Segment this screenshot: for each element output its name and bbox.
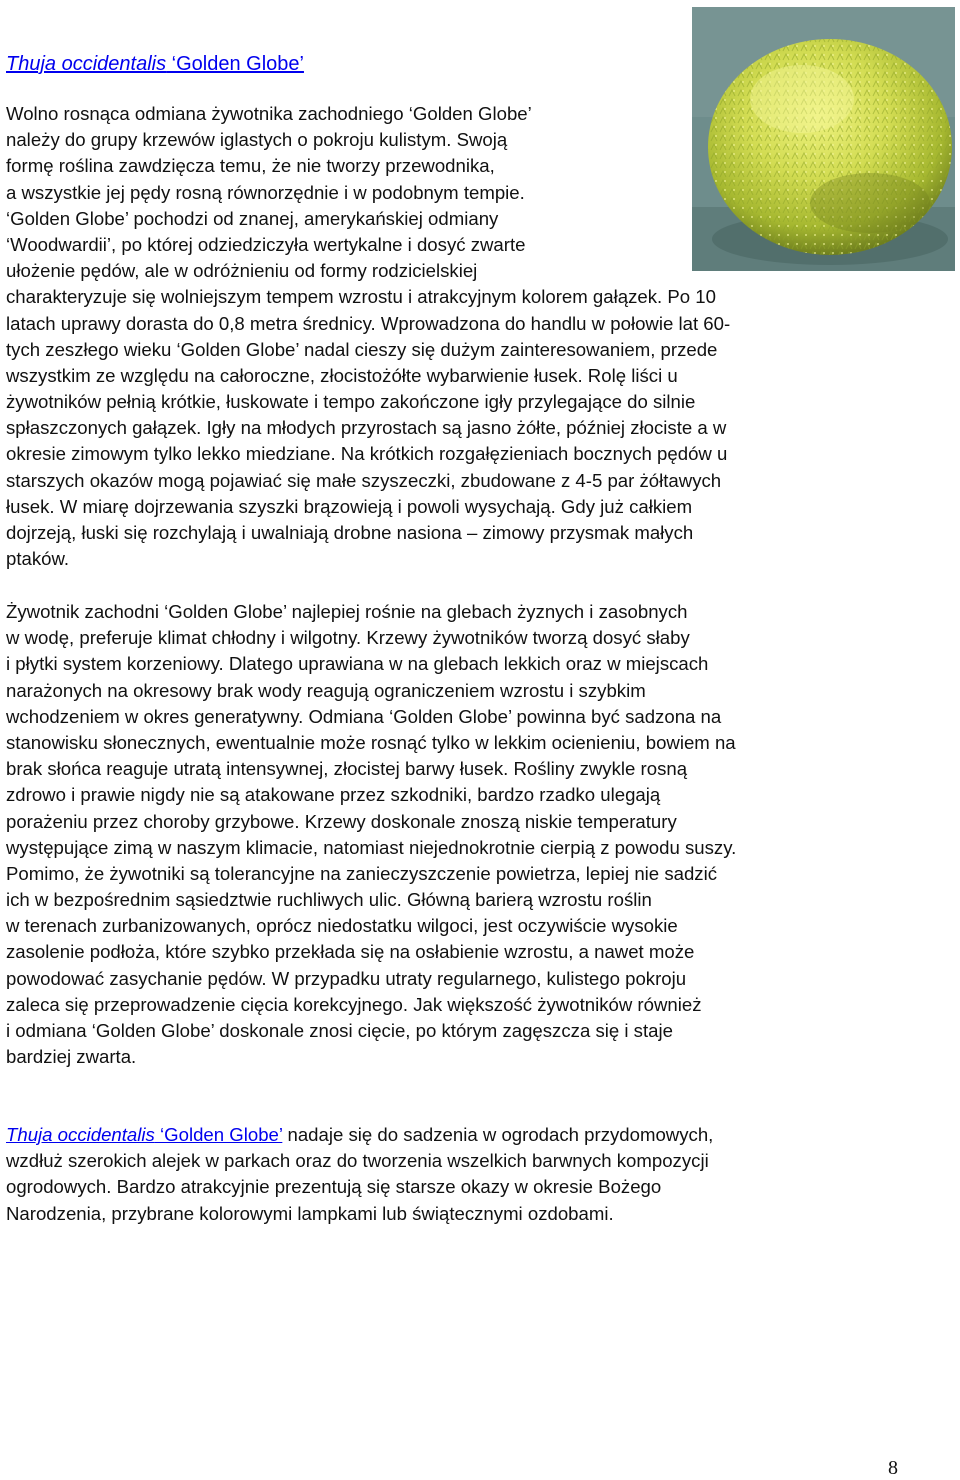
title-link[interactable] xyxy=(6,51,304,77)
link-cultivar-name: ‘Golden Globe’ xyxy=(154,1124,283,1145)
paragraph-line: Narodzenia, przybrane kolorowymi lampkami lub świątecznymi ozdobami. xyxy=(6,1202,614,1224)
paragraph-line: ogrodowych. Bardzo atrakcyjnie prezentują się starsze okazy w okresie Bożego xyxy=(6,1176,662,1198)
paragraph-line: starszych okazów mogą pojawiać się małe szyszeczki, zbudowane z 4-5 par żółtawych xyxy=(6,469,722,491)
shrub-photo xyxy=(692,7,955,271)
paragraph-line: ich w bezpośrednim sąsiedztwie ruchliwych ulic. Główną barierą wzrostu roślin xyxy=(6,889,652,911)
paragraph-cultivation xyxy=(6,599,736,1070)
paragraph-line: spłaszczonych gałązek. Igły na młodych przyrostach są jasno żółte, później złociste a w xyxy=(6,417,727,439)
paragraph-line: okresie zimowym tylko lekko miedziane. Na krótkich rozgałęzieniach bocznych pędów u xyxy=(6,443,728,465)
paragraph-line: występujące zimą w naszym klimacie, natomiast niejednokrotnie cierpią z powodu suszy. xyxy=(6,836,737,858)
paragraph-line: powodować zasychanie pędów. W przypadku utraty regularnego, kulistego pokroju xyxy=(6,967,687,989)
paragraph-line: łusek. W miarę dojrzewania szyszki brązowieją i powoli wysychają. Gdy już całkiem xyxy=(6,495,693,517)
paragraph-line: brak słońca reaguje utratą intensywnej, złocistej barwy łusek. Rośliny zwykle rosną xyxy=(6,758,688,780)
paragraph-line: i płytki system korzeniowy. Dlatego uprawiana w na glebach lekkich oraz w miejscach xyxy=(6,653,709,675)
paragraph-line: porażeniu przez choroby grzybowe. Krzewy doskonale znoszą niskie temperatury xyxy=(6,810,677,832)
paragraph-line: w wodę, preferuje klimat chłodny i wilgotny. Krzewy żywotników tworzą dosyć słaby xyxy=(6,627,690,649)
paragraph-line: Żywotnik zachodni ‘Golden Globe’ najlepiej rośnie na glebach żyznych i zasobnych xyxy=(6,601,688,622)
paragraph-line: latach uprawy dorasta do 0,8 metra średnicy. Wprowadzona do handlu w połowie lat 60- xyxy=(6,312,731,334)
paragraph-line: Pomimo, że żywotniki są tolerancyjne na zanieczyszczenie powietrza, lepiej nie sadzić xyxy=(6,862,718,884)
title-cultivar-name: ‘Golden Globe’ xyxy=(166,53,304,75)
paragraph-line: ułożenie pędów, ale w odróżnieniu od formy rodzicielskiej xyxy=(6,260,478,282)
inline-title-link[interactable] xyxy=(6,1124,282,1145)
paragraph-line: wszystkim ze względu na całoroczne, złocistożółte wybarwienie łusek. Rolę liści u xyxy=(6,364,678,386)
paragraph-line: charakteryzuje się wolniejszym tempem wzrostu i atrakcyjnym kolorem gałązek. Po 10 xyxy=(6,286,716,308)
paragraph-line: Wolno rosnąca odmiana żywotnika zachodniego ‘Golden Globe’ xyxy=(6,103,532,124)
thuja-golden-globe-shrub-icon xyxy=(692,7,955,271)
paragraph-line: wchodzeniem w okres generatywny. Odmiana ‘Golden Globe’ powinna być sadzona na xyxy=(6,705,722,727)
paragraph-line: zaleca się przeprowadzenie cięcia korekcyjnego. Jak większość żywotników również xyxy=(6,993,702,1015)
paragraph-line: dojrzeją, łuski się rozchylają i uwalniają drobne nasiona – zimowy przysmak małych xyxy=(6,522,694,543)
paragraph-line: ‘Golden Globe’ pochodzi od znanej, amerykańskiej odmiany xyxy=(6,207,499,229)
paragraph-line: tych zeszłego wieku ‘Golden Globe’ nadal cieszy się dużym zainteresowaniem, przede xyxy=(6,338,718,360)
paragraph-line: i odmiana ‘Golden Globe’ doskonale znosi cięcie, po którym zagęszcza się i staje xyxy=(6,1020,673,1041)
paragraph-line: wzdłuż szerokich alejek w parkach oraz do tworzenia wszelkich barwnych kompozycji xyxy=(6,1150,709,1172)
paragraph-line: stanowisku słonecznych, ewentualnie może rosnąć tylko w lekkim ocienieniu, bowiem na xyxy=(6,731,736,753)
paragraph-line: formę roślina zawdzięcza temu, że nie tworzy przewodnika, xyxy=(6,155,495,177)
page-number: 8 xyxy=(888,1457,898,1479)
paragraph-line: żywotników pełnią krótkie, łuskowate i tempo zakończone igły przylegające do silnie xyxy=(6,391,696,413)
paragraph-line: zdrowo i prawie nigdy nie są atakowane przez szkodniki, bardzo rzadko ulegają xyxy=(6,784,661,806)
paragraph-line: ‘Woodwardii’, po której odziedziczyła wertykalne i dosyć zwarte xyxy=(6,233,526,255)
paragraph-description xyxy=(6,101,730,572)
paragraph-line: ptaków. xyxy=(6,548,70,570)
paragraph-line: zasolenie podłoża, które szybko przekłada się na osłabienie wzrostu, a nawet może xyxy=(6,941,695,963)
paragraph-line: a wszystkie jej pędy rosną równorzędnie i w podobnym tempie. xyxy=(6,181,525,203)
paragraph-line: bardziej zwarta. xyxy=(6,1046,137,1068)
paragraph-line: narażonych na okresowy brak wody reagują ograniczeniem wzrostu i szybkim xyxy=(6,679,646,701)
title-latin-name: Thuja occidentalis xyxy=(6,53,167,75)
first-line-rest: nadaje się do sadzenia w ogrodach przydomowych, xyxy=(282,1124,714,1145)
paragraph-line: w terenach zurbanizowanych, oprócz niedostatku wilgoci, jest oczywiście wysokie xyxy=(6,915,678,937)
paragraph-line: należy do grupy krzewów iglastych o pokroju kulistym. Swoją xyxy=(6,129,508,151)
paragraph-usage xyxy=(6,1122,713,1227)
paragraph-line xyxy=(6,1122,713,1148)
link-latin-name: Thuja occidentalis xyxy=(6,1124,155,1145)
